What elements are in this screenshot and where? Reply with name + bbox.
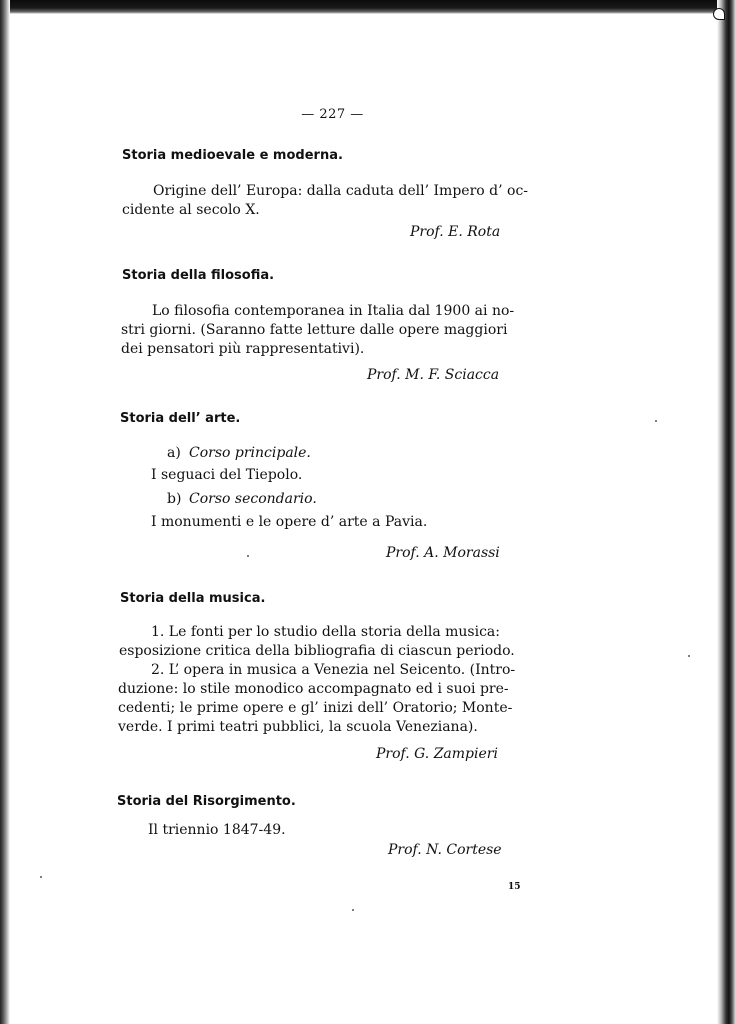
page-number: — 227 — — [301, 107, 364, 122]
course-a-title: Corso principale. — [189, 445, 311, 461]
text-line: Origine dell’ Europa: dalla caduta dell’ Impero d’ oc- — [153, 183, 529, 199]
course-a-label: a) — [167, 445, 181, 461]
professor-name: Prof. E. Rota — [410, 224, 501, 240]
text-line: cidente al secolo X. — [122, 202, 260, 218]
course-a-text: I seguaci del Tiepolo. — [151, 467, 303, 483]
page-top-edge — [0, 0, 735, 14]
section-heading-risorgimento: Storia del Risorgimento. — [117, 794, 296, 809]
scan-speck — [40, 876, 42, 878]
section-heading-arte: Storia dell’ arte. — [120, 411, 241, 426]
text-line: 1. Le fonti per lo studio della storia della musica: — [151, 624, 500, 640]
professor-name: Prof. G. Zampieri — [376, 746, 498, 762]
scan-speck — [688, 655, 690, 657]
professor-name: Prof. N. Cortese — [388, 842, 502, 858]
page-left-edge — [0, 0, 10, 1024]
course-b-title: Corso secondario. — [189, 491, 317, 507]
course-b-text: I monumenti e le opere d’ arte a Pavia. — [151, 514, 428, 530]
page-right-edge — [717, 0, 735, 1024]
section-heading-filosofia: Storia della filosofia. — [122, 268, 275, 283]
text-line: Il triennio 1847-49. — [148, 822, 286, 838]
scan-speck — [352, 909, 354, 911]
text-line: stri giorni. (Saranno fatte letture dalle opere maggiori — [121, 322, 508, 338]
corner-curl-icon — [713, 8, 725, 20]
text-line: dei pensatori più rappresentativi). — [121, 341, 365, 357]
text-line: 2. L’ opera in musica a Venezia nel Seicento. (Intro- — [151, 662, 516, 678]
text-line: Lo filosofia contemporanea in Italia dal 1900 ai no- — [152, 303, 515, 319]
text-line: cedenti; le prime opere e gl’ inizi dell’ Oratorio; Monte- — [118, 700, 513, 716]
scan-speck — [247, 555, 249, 557]
professor-name: Prof. A. Morassi — [386, 545, 500, 561]
section-heading-medioevale: Storia medioevale e moderna. — [122, 148, 343, 163]
professor-name: Prof. M. F. Sciacca — [367, 367, 500, 383]
text-line: verde. I primi teatri pubblici, la scuola Veneziana). — [118, 719, 478, 735]
section-heading-musica: Storia della musica. — [120, 591, 266, 606]
text-line: duzione: lo stile monodico accompagnato ed i suoi pre- — [118, 681, 509, 697]
signature-mark: 15 — [508, 882, 521, 892]
course-b-label: b) — [167, 491, 182, 507]
text-line: esposizione critica della bibliografia di ciascun periodo. — [119, 643, 515, 659]
scan-speck — [655, 420, 657, 422]
